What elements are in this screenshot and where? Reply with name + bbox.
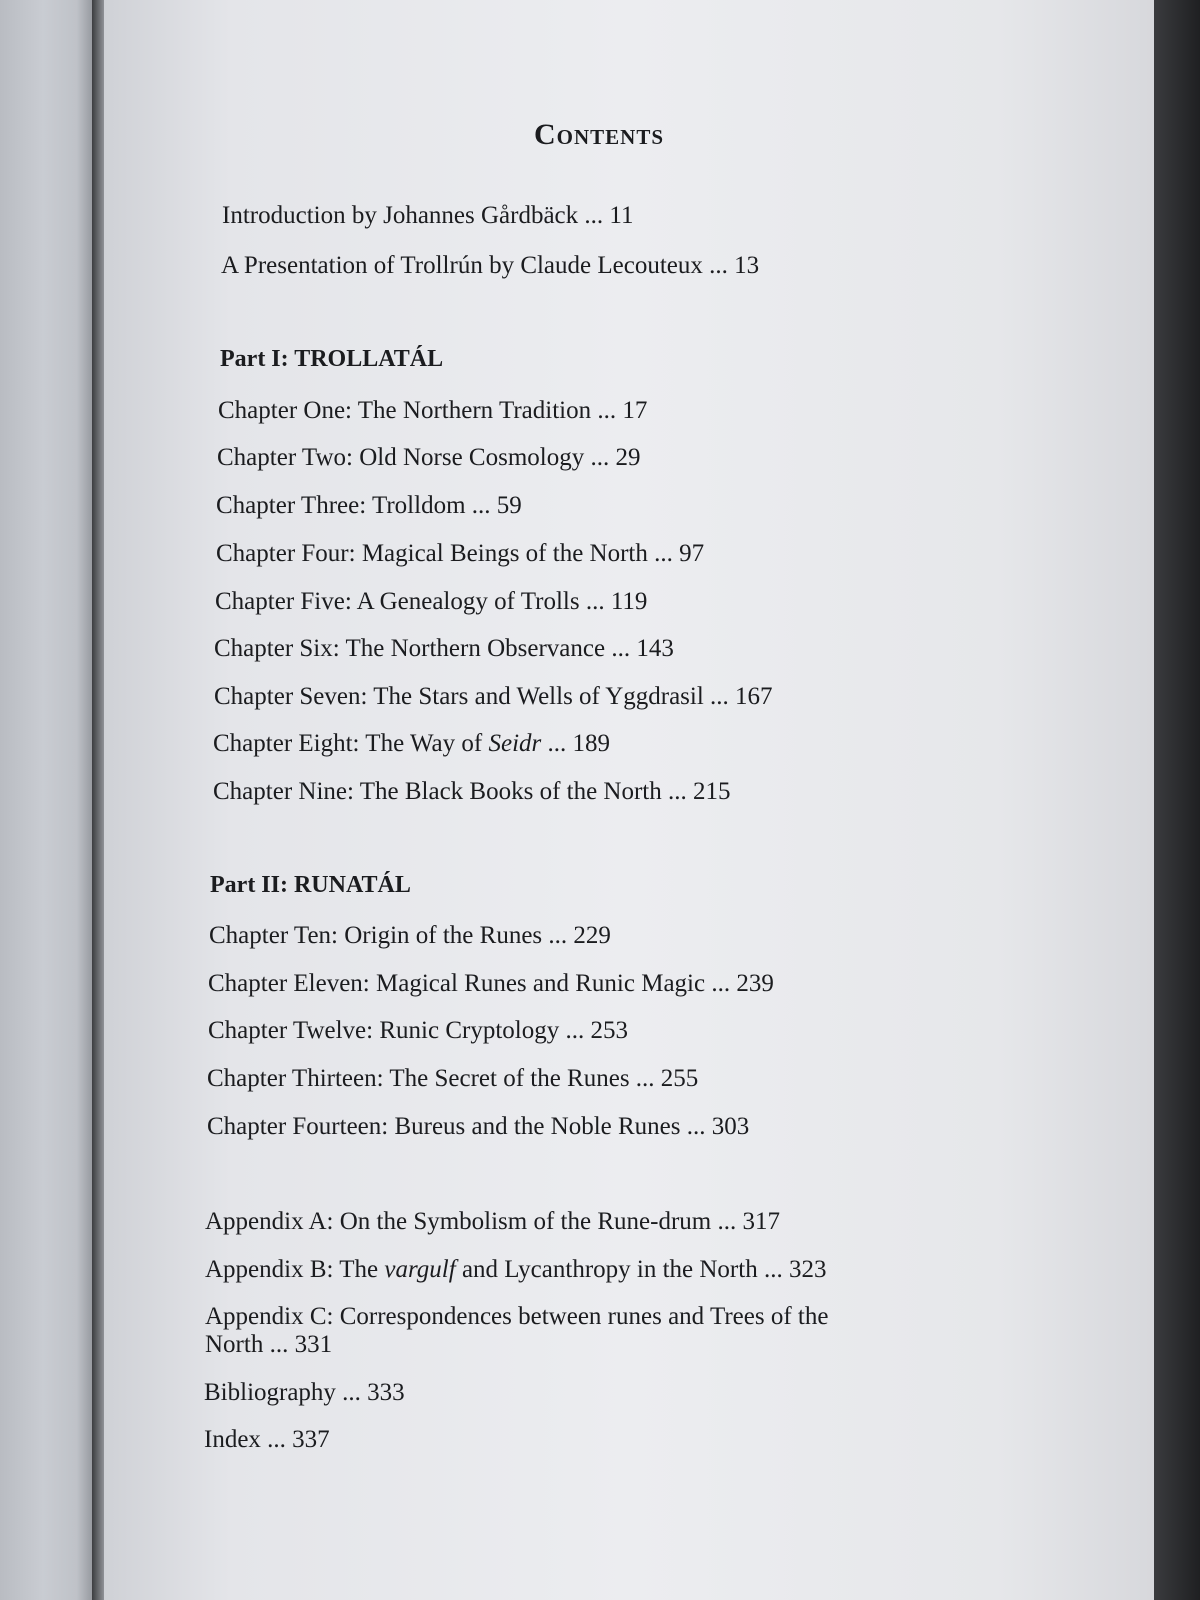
part-one-heading: Part I: TROLLATÁL bbox=[220, 346, 444, 372]
toc-entry-chapter-one: Chapter One: The Northern Tradition ... 17 bbox=[218, 397, 648, 424]
chapter-eight-prefix: Chapter Eight: The Way of bbox=[213, 730, 489, 757]
toc-entry-appendix-b bbox=[205, 1256, 826, 1284]
page-right-shadow bbox=[1154, 0, 1200, 1600]
appendix-b-suffix: and Lycanthropy in the North ... 323 bbox=[455, 1256, 827, 1283]
toc-entry-chapter-seven: Chapter Seven: The Stars and Wells of Yggdrasil ... 167 bbox=[214, 683, 773, 710]
toc-entry-index: Index ... 337 bbox=[204, 1426, 330, 1453]
toc-entry-chapter-thirteen: Chapter Thirteen: The Secret of the Runes ... 255 bbox=[207, 1065, 699, 1092]
part-two-heading: Part II: RUNATÁL bbox=[210, 872, 411, 898]
toc-entry-chapter-three: Chapter Three: Trolldom ... 59 bbox=[216, 492, 522, 519]
table-of-contents bbox=[104, 0, 1154, 1600]
toc-entry-introduction: Introduction by Johannes Gårdbäck ... 11 bbox=[222, 202, 634, 229]
toc-entry-chapter-four: Chapter Four: Magical Beings of the North ... 97 bbox=[216, 540, 705, 567]
toc-entry-chapter-two: Chapter Two: Old Norse Cosmology ... 29 bbox=[217, 444, 641, 471]
appendix-b-italic: vargulf bbox=[384, 1256, 456, 1283]
toc-entry-bibliography: Bibliography ... 333 bbox=[204, 1379, 405, 1406]
chapter-eight-italic: Seidr bbox=[488, 730, 542, 757]
toc-entry-appendix-c-line1: Appendix C: Correspondences between runes and Trees of the bbox=[205, 1303, 829, 1330]
book-left-edge bbox=[0, 0, 96, 1600]
chapter-eight-suffix: ... 189 bbox=[541, 730, 611, 757]
toc-entry-chapter-fourteen: Chapter Fourteen: Bureus and the Noble Runes ... 303 bbox=[207, 1113, 750, 1140]
toc-entry-chapter-six: Chapter Six: The Northern Observance ... 143 bbox=[214, 635, 674, 662]
appendix-b-prefix: Appendix B: The bbox=[205, 1256, 385, 1283]
toc-entry-chapter-five: Chapter Five: A Genealogy of Trolls ... 119 bbox=[215, 588, 648, 615]
toc-entry-chapter-twelve: Chapter Twelve: Runic Cryptology ... 253 bbox=[208, 1017, 628, 1044]
toc-entry-chapter-ten: Chapter Ten: Origin of the Runes ... 229 bbox=[209, 922, 611, 949]
contents-heading: Contents bbox=[534, 118, 665, 151]
toc-entry-chapter-eleven: Chapter Eleven: Magical Runes and Runic Magic ... 239 bbox=[208, 970, 774, 997]
toc-entry-appendix-c-line2: North ... 331 bbox=[205, 1331, 333, 1358]
book-page bbox=[104, 0, 1154, 1600]
toc-entry-chapter-eight bbox=[213, 730, 610, 758]
toc-entry-presentation: A Presentation of Trollrún by Claude Lecouteux ... 13 bbox=[221, 252, 760, 279]
toc-entry-chapter-nine: Chapter Nine: The Black Books of the North ... 215 bbox=[213, 778, 731, 805]
toc-entry-appendix-a: Appendix A: On the Symbolism of the Rune-drum ... 317 bbox=[205, 1208, 780, 1235]
